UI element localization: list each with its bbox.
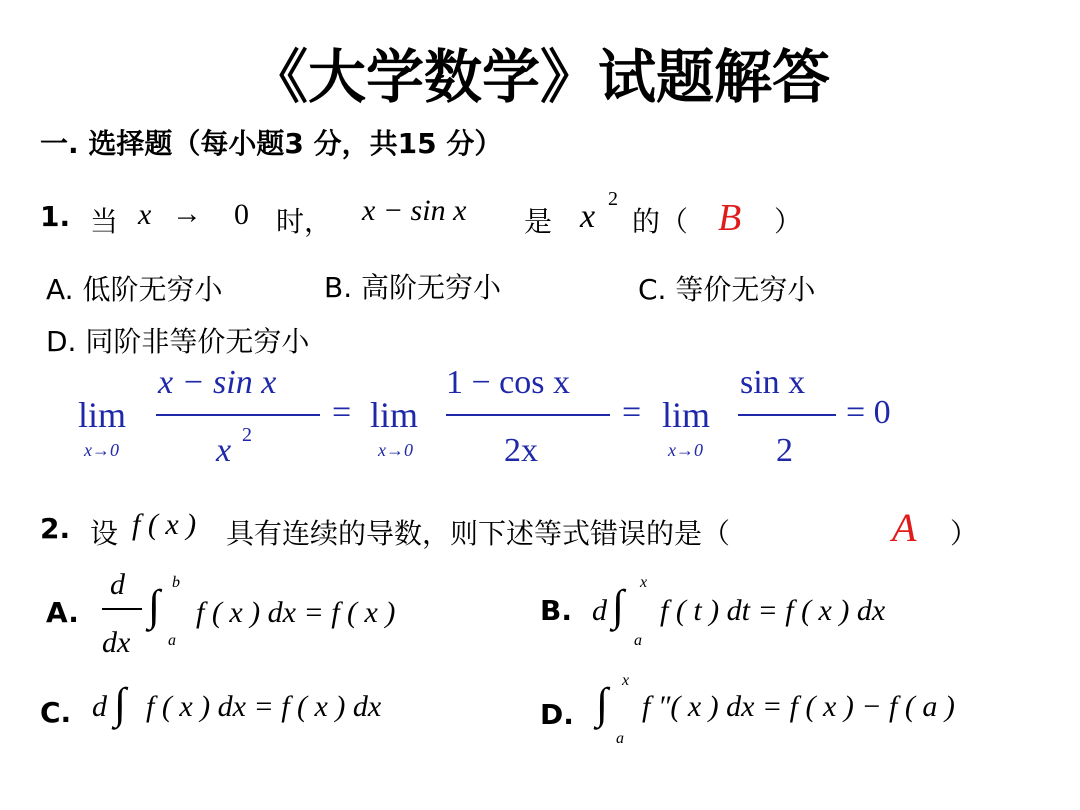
q1-word-dang: 当: [90, 205, 119, 238]
fraction-1-bar: [156, 414, 320, 416]
q2-option-a-integral: ∫: [148, 581, 161, 630]
lim-2-subscript: x→0: [378, 440, 413, 460]
fraction-3-bar: [738, 414, 836, 416]
q1-number: 1.: [40, 200, 71, 233]
q1-option-a: A. 低阶无穷小: [46, 273, 223, 306]
q1-x-squared-base: x: [580, 198, 596, 235]
q2-option-c-label: C.: [40, 696, 72, 729]
equals-1: =: [332, 394, 352, 431]
q1-word-de: 的（: [632, 205, 689, 238]
equals-2: =: [622, 394, 642, 431]
q1-word-is: 是: [524, 205, 553, 238]
q2-option-b-body: f ( t ) dt = f ( x ) dx: [660, 594, 886, 627]
lim-2: lim: [370, 395, 419, 435]
q2-option-c-integral: ∫: [114, 679, 127, 728]
q1-word-shi: 时，: [276, 205, 333, 238]
q2-option-a-d: d: [110, 568, 125, 601]
fraction-3-denominator: 2: [776, 432, 793, 469]
q1-zero: 0: [234, 198, 249, 231]
fraction-3-numerator: sin x: [740, 364, 806, 401]
q2-word-she: 设: [90, 517, 119, 550]
q2-option-b-d: d: [592, 594, 607, 627]
fraction-1-denominator-base: x: [216, 432, 232, 469]
q2-option-b-label: B.: [540, 594, 572, 627]
fraction-2-numerator: 1 − cos x: [446, 364, 570, 401]
q2-option-a-body: f ( x ) dx = f ( x ): [196, 596, 396, 629]
q2-option-d-integral: ∫: [596, 679, 609, 728]
fraction-2-bar: [446, 414, 610, 416]
section-heading: 一. 选择题（每小题3 分，共15 分）: [40, 127, 503, 160]
q1-close-paren: ）: [774, 205, 803, 238]
lim-3: lim: [662, 395, 711, 435]
q1-x-squared-exponent: 2: [608, 188, 618, 210]
q2-option-d-lower: a: [616, 730, 624, 747]
q2-option-a-upper: b: [172, 574, 180, 591]
lim-3-subscript: x→0: [668, 440, 703, 460]
q2-option-b-lower: a: [634, 632, 642, 649]
q2-option-d-label: D.: [540, 698, 574, 731]
q2-option-a-lower: a: [168, 632, 176, 649]
fraction-2-denominator: 2x: [504, 432, 538, 469]
q1-option-c: C. 等价无穷小: [638, 273, 816, 306]
result: = 0: [846, 394, 891, 431]
q2-option-a-label: A.: [46, 596, 79, 629]
q2-close-paren: ）: [950, 517, 979, 550]
page-title: 《大学数学》试题解答: [249, 43, 830, 111]
q2-function: f ( x ): [132, 508, 197, 541]
q2-option-a-fraction-bar: [102, 608, 142, 610]
q1-answer: B: [718, 197, 742, 239]
fraction-1-denominator-exponent: 2: [242, 424, 252, 446]
q1-arrow: →: [172, 197, 202, 230]
q2-option-b-upper: x: [640, 574, 648, 591]
q2-option-c-body: f ( x ) dx = f ( x ) dx: [146, 690, 382, 723]
q1-option-b: B. 高阶无穷小: [324, 271, 502, 304]
q2-option-b-integral: ∫: [612, 581, 625, 630]
q1-limit-variable: x: [138, 198, 152, 231]
q2-answer: A: [892, 505, 917, 550]
q2-number: 2.: [40, 512, 71, 545]
lim-1: lim: [78, 395, 127, 435]
q2-option-c-d: d: [92, 690, 107, 723]
fraction-1-numerator: x − sin x: [158, 364, 277, 401]
q1-expression: x − sin x: [362, 194, 467, 227]
q2-stem: 具有连续的导数，则下述等式错误的是（: [226, 517, 731, 550]
q2-option-a-dx: dx: [102, 626, 131, 659]
q1-option-d: D. 同阶非等价无穷小: [46, 325, 310, 358]
lim-1-subscript: x→0: [84, 440, 119, 460]
q2-option-d-body: f ″( x ) dx = f ( x ) − f ( a ): [642, 690, 955, 723]
q2-option-d-upper: x: [622, 672, 630, 689]
